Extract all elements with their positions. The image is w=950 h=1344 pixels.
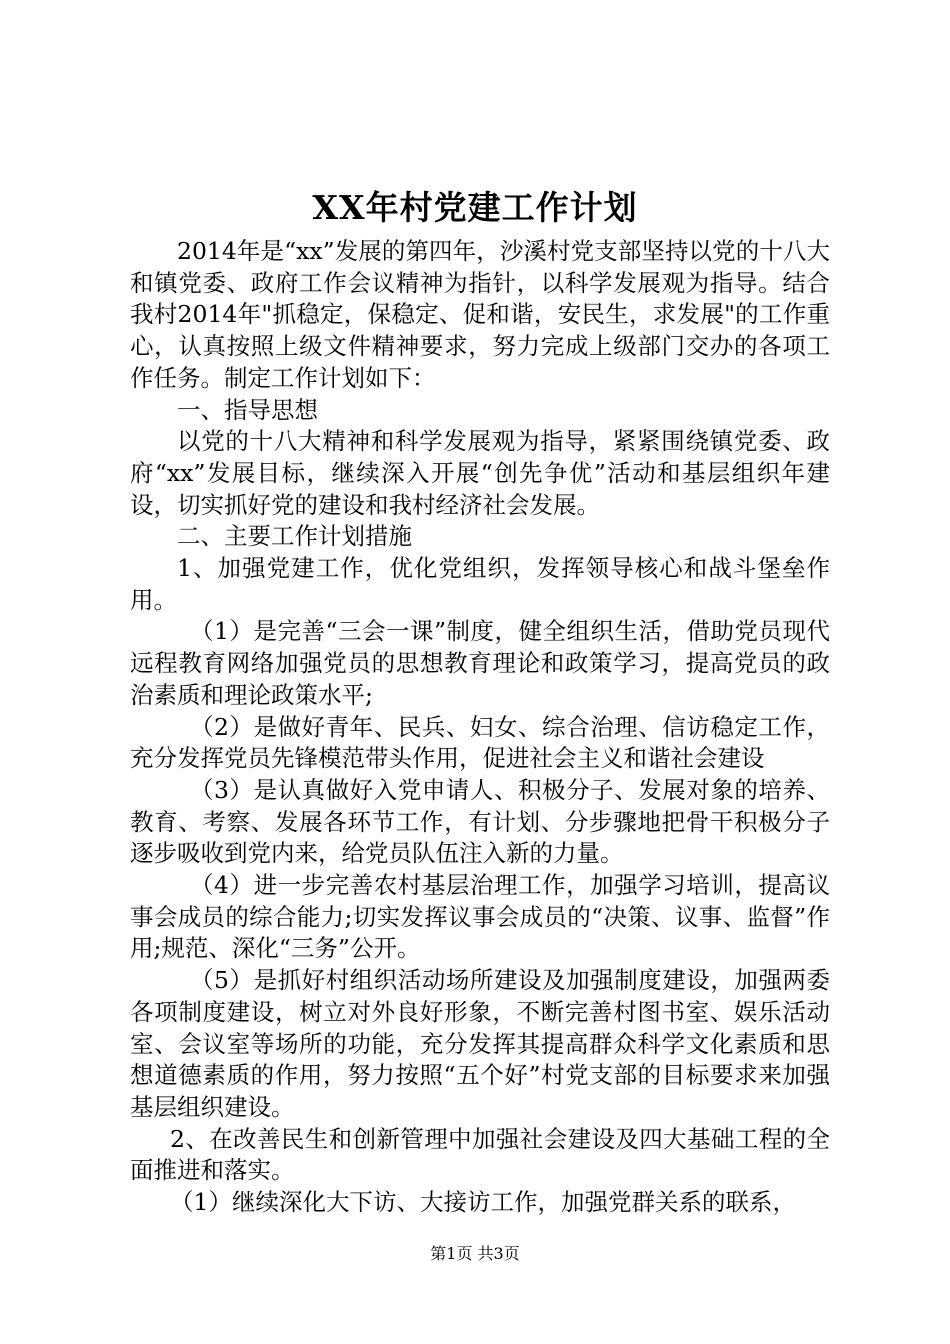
- measure-2-heading: 2、在改善民生和创新管理中加强社会建设及四大基础工程的全面推进和落实。: [130, 1124, 830, 1185]
- measure-1-item-3: （3）是认真做好入党申请人、积极分子、发展对象的培养、教育、考察、发展各环节工作，有计划、分步骤地把骨干积极分子逐步吸收到党内来，给党员队伍注入新的力量。: [130, 775, 830, 868]
- measure-1-item-1: （1）是完善“三会一课”制度，健全组织生活，借助党员现代远程教育网络加强党员的思想教育理论和政策学习，提高党员的政治素质和理论政策水平;: [130, 617, 830, 709]
- measure-2-item-1: （1）继续深化大下访、大接访工作，加强党群关系的联系，: [170, 1188, 796, 1217]
- document-title: XX年村党建工作计划: [312, 188, 638, 227]
- guiding-thought-paragraph: 以党的十八大精神和科学发展观为指导，紧紧围绕镇党委、政府“xx”发展目标，继续深入开展“创先争优”活动和基层组织年建设，切实抓好党的建设和我村经济社会发展。: [130, 427, 830, 519]
- section-heading-guiding-thought: 一、指导思想: [177, 395, 318, 424]
- measure-1-heading: 1、加强党建工作，优化党组织，发挥领导核心和战斗堡垒作用。: [130, 554, 830, 614]
- intro-paragraph: 2014年是“xx”发展的第四年，沙溪村党支部坚持以党的十八大和镇党委、政府工作会议精神为指针，以科学发展观为指导。结合我村2014年"抓稳定，保稳定、促和谐，安民生，求发展"的工作重心，认真按照上级文件精神要求，努力完成上级部门交办的各项工作任务。制定工作计划如下：: [130, 237, 830, 392]
- section-heading-main-measures: 二、主要工作计划措施: [177, 522, 412, 551]
- measure-1-item-5: （5）是抓好村组织活动场所建设及加强制度建设，加强两委各项制度建设，树立对外良好形象，不断完善村图书室、娱乐活动室、会议室等场所的功能，充分发挥其提高群众科学文化素质和思想道德素质的作用，努力按照“五个好”村党支部的目标要求来加强基层组织建设。: [130, 966, 830, 1121]
- document-body: [130, 236, 830, 1219]
- measure-1-item-4: （4）进一步完善农村基层治理工作，加强学习培训，提高议事会成员的综合能力;切实发挥议事会成员的“决策、议事、监督”作用;规范、深化“三务”公开。: [130, 871, 830, 963]
- measure-1-item-2: （2）是做好青年、民兵、妇女、综合治理、信访稳定工作，充分发挥党员先锋模范带头作用，促进社会主义和谐社会建设: [130, 712, 830, 773]
- page-footer: 第1页 共3页: [430, 1244, 520, 1263]
